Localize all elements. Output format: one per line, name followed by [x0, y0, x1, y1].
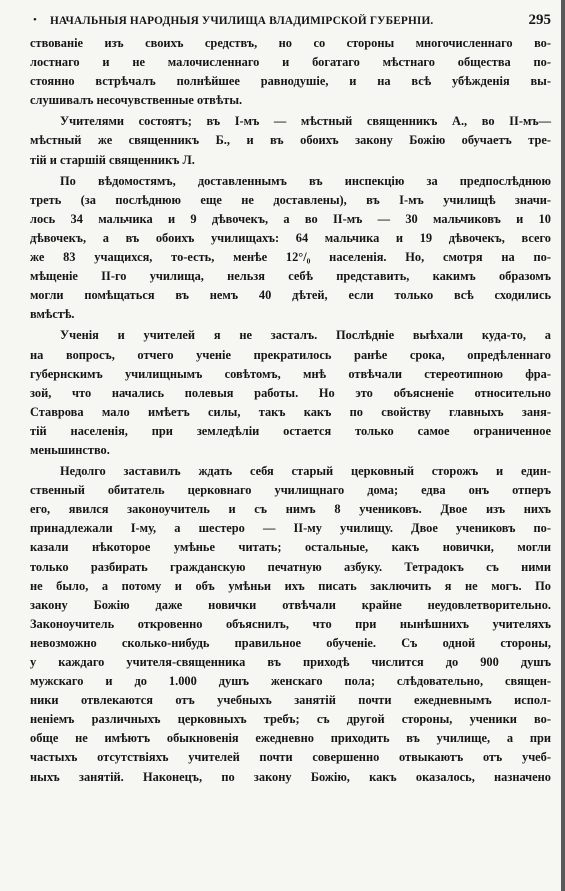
text-line: ныхъ занятій. Наконецъ, по закону Божію, какъ оказалось, назначено	[30, 769, 551, 784]
paragraph-teachers	[30, 112, 551, 169]
text-line: на вопросъ, отчего ученіе прекратилось ранѣе срока, опредѣленнаго	[30, 347, 551, 362]
text-line: Ученія и учителей я не засталъ. Послѣдніе выѣхали куда-то, а	[60, 328, 551, 343]
text-line: По вѣдомостямъ, доставленнымъ въ инспекцію за предпослѣднюю	[60, 173, 551, 188]
text-line: слушивалъ несочувственные отвѣты.	[30, 93, 243, 108]
text-line: мужскаго и до 1.000 душъ женскаго пола; слѣдовательно, священ-	[30, 674, 551, 689]
text-line: ники отвлекаются отъ учебныхъ занятій почти ежедневнымъ испол-	[30, 693, 551, 708]
page-number: 295	[528, 12, 551, 28]
text-line: могли помѣщаться въ немъ 40 дѣтей, если только всѣ сходились	[30, 288, 551, 303]
text-line: мѣщеніе II-го училища, нельзя себѣ представить, какимъ образомъ	[30, 269, 551, 284]
text-line: неніемъ различныхъ церковныхъ требъ; съ другой стороны, ученики во-	[30, 712, 551, 727]
page-header	[30, 12, 551, 34]
scan-edge	[561, 0, 565, 891]
text-line: меньшинство.	[30, 442, 110, 457]
text-line: обще не имѣютъ обыкновенія ежедневно приходить въ училище, а при	[30, 731, 551, 746]
text-line: казали нѣкоторое умѣнье читать; остальные, какъ новички, могли	[30, 540, 551, 555]
text-line: треть (за послѣднюю еще не доставлены), въ I-мъ училищѣ значи-	[30, 192, 551, 207]
text-line: Учителями состоятъ; въ I-мъ — мѣстный священникъ А., во II-мъ—	[60, 114, 551, 129]
text-line: дѣвочекъ, а въ обоихъ училищахъ: 64 мальчика и 19 дѣвочекъ, всего	[30, 230, 551, 245]
paragraph-statistics	[30, 172, 551, 325]
text-line: только разбирать гражданскую печатную азбуку. Тетрадокъ съ ними	[30, 559, 551, 574]
text-line: вмѣстѣ.	[30, 307, 75, 322]
text-line: Ставрова мало имѣетъ силы, такъ какъ по свойству главныхъ заня-	[30, 404, 551, 419]
text-line: Законоучитель откровенно объяснилъ, что при нынѣшнихъ учителяхъ	[30, 616, 551, 631]
text-line: ственный обитатель церковнаго училищнаго дома; едва онъ отперъ	[30, 483, 551, 498]
text-line: же 83 учащихся, то-есть, менѣе 12°/₀ населенія. Но, смотря на по-	[30, 250, 551, 265]
text-line: не было, а потому и объ умѣньи ихъ писать заключить я не могъ. По	[30, 578, 551, 593]
text-line: Недолго заставилъ ждать себя старый церковный сторожъ и един-	[60, 464, 551, 479]
text-line: у каждаго учителя-священника въ приходѣ числится до 900 душъ	[30, 655, 551, 669]
text-line: закону Божію даже новички отвѣчали крайне неудовлетворительно.	[30, 597, 551, 612]
text-line: ствованіе изъ своихъ средствъ, но со стороны многочисленнаго во-	[30, 36, 551, 50]
page-body	[30, 34, 551, 787]
text-line: невозможно сколько-нибудь правильное обученіе. Съ одной стороны,	[30, 635, 551, 650]
text-line: частыхъ отсутствіяхъ учителей почти совершенно отвыкаютъ отъ учеб-	[30, 750, 551, 765]
text-line: лось 34 мальчика и 9 дѣвочекъ, а во II-мъ — 30 мальчиковъ и 10	[30, 211, 551, 226]
text-line: губернскимъ училищнымъ совѣтомъ, мнѣ отвѣчали стереотипною фра-	[30, 366, 551, 381]
text-line: лостнаго и не малочисленнаго и богатаго мѣстнаго общества по-	[30, 55, 551, 70]
text-line: его, явился законоучитель и съ нимъ 8 учениковъ. Двое изъ нихъ	[30, 502, 551, 517]
text-line: стоянно встрѣчалъ полнѣйшее равнодушіе, и на всѣ убѣжденія вы-	[30, 74, 551, 89]
text-line: зой, что начались полевыя работы. Но это объясненіе относительно	[30, 385, 551, 400]
paragraph-watchman	[30, 462, 551, 787]
paragraph-teaching	[30, 326, 551, 460]
text-line: тій населенія, при земледѣліи остается только самое ограниченное	[30, 423, 551, 438]
paragraph-continuation	[30, 34, 551, 110]
running-title: НАЧАЛЬНЫЯ НАРОДНЫЯ УЧИЛИЩА ВЛАДИМІРСКОЙ ГУБЕРНІИ.	[50, 15, 434, 27]
text-line: мѣстный же священникъ Б., и въ обоихъ закону Божію обучаетъ тре-	[30, 133, 551, 148]
text-line: тій и старшій священникъ Л.	[30, 152, 195, 167]
text-line: принадлежали I-му, а шестеро — II-му училищу. Двое учениковъ по-	[30, 521, 551, 536]
header-marker: •	[33, 14, 37, 26]
